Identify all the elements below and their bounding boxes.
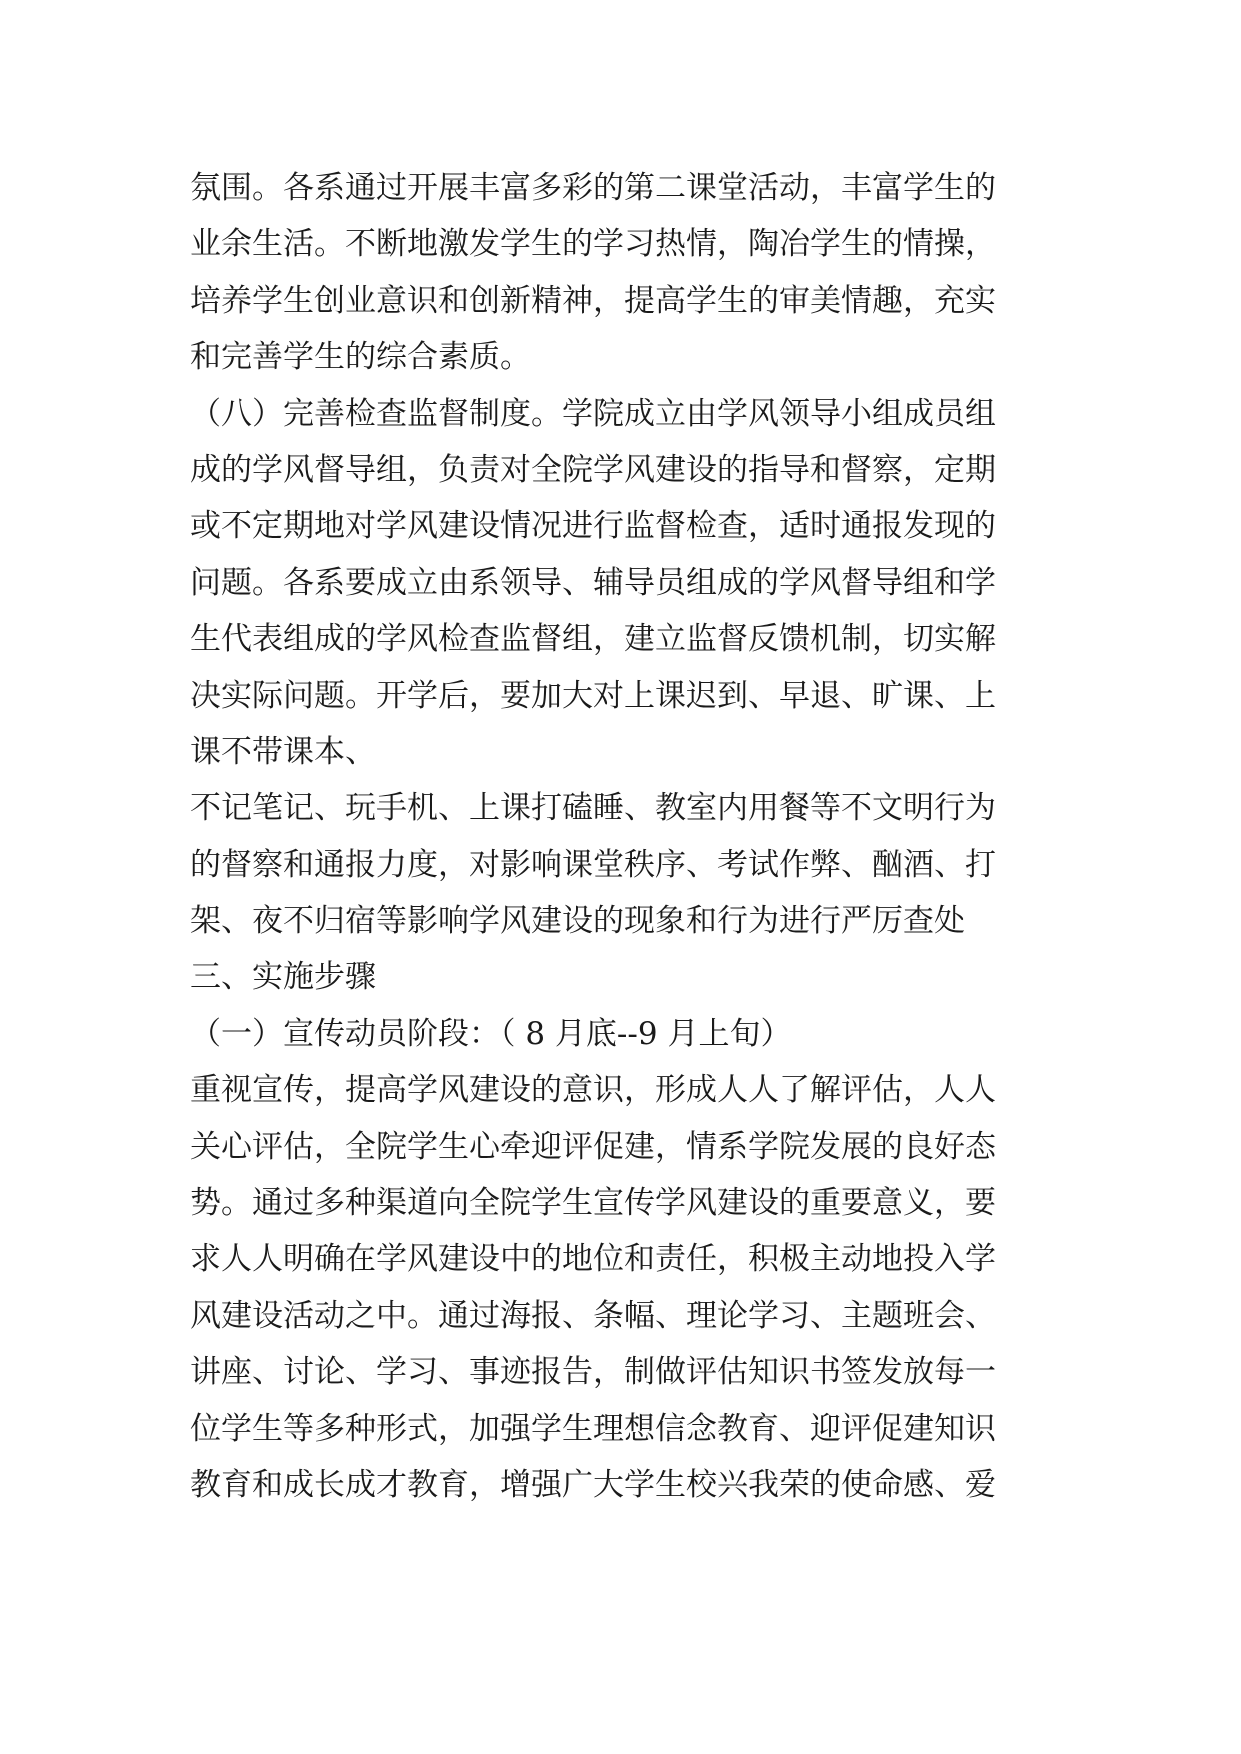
- text-line: 氛围。各系通过开展丰富多彩的第二课堂活动，丰富学生的: [190, 170, 996, 206]
- text-line: 关心评估，全院学生心牵迎评促建，情系学院发展的良好态: [190, 1128, 996, 1165]
- text-line: 业余生活。不断地激发学生的学习热情，陶冶学生的情操，: [190, 226, 996, 263]
- text-line: 架、夜不归宿等影响学风建设的现象和行为进行严厉查处: [190, 903, 965, 940]
- text-line: 成的学风督导组，负责对全院学风建设的指导和督察，定期: [190, 451, 996, 488]
- text-line: 和完善学生的综合素质。: [190, 339, 531, 376]
- text-line: 决实际问题。开学后，要加大对上课迟到、早退、旷课、上: [190, 677, 996, 714]
- text-line: 讲座、讨论、学习、事迹报告，制做评估知识书签发放每一: [190, 1354, 996, 1391]
- text-line: 或不定期地对学风建设情况进行监督检查，适时通报发现的: [190, 508, 996, 545]
- text-line: 重视宣传，提高学风建设的意识，形成人人了解评估，人人: [190, 1072, 996, 1109]
- text-line: 问题。各系要成立由系领导、辅导员组成的学风督导组和学: [190, 564, 996, 601]
- text-line: 风建设活动之中。通过海报、条幅、理论学习、主题班会、: [190, 1297, 996, 1334]
- text-line: 位学生等多种形式，加强学生理想信念教育、迎评促建知识: [190, 1410, 996, 1447]
- text-line: 求人人明确在学风建设中的地位和责任，积极主动地投入学: [190, 1241, 996, 1278]
- subsection-heading-1: （一）宣传动员阶段：（ 8 月底--9 月上旬）: [190, 1015, 792, 1052]
- text-line: 生代表组成的学风检查监督组，建立监督反馈机制，切实解: [190, 621, 996, 658]
- section-heading-8: （八）完善检查监督制度。学院成立由学风领导小组成员组: [190, 395, 996, 432]
- text-line: 课不带课本、: [190, 733, 376, 770]
- document-body: [190, 160, 1070, 1513]
- section-heading-3: 三、实施步骤: [190, 959, 376, 996]
- text-line: 培养学生创业意识和创新精神，提高学生的审美情趣，充实: [190, 282, 996, 319]
- text-line: 的督察和通报力度，对影响课堂秩序、考试作弊、酗酒、打: [190, 846, 996, 883]
- text-line: 不记笔记、玩手机、上课打磕睡、教室内用餐等不文明行为: [190, 790, 996, 827]
- text-line: 教育和成长成才教育，增强广大学生校兴我荣的使命感、爱: [190, 1466, 996, 1503]
- text-line: 势。通过多种渠道向全院学生宣传学风建设的重要意义，要: [190, 1185, 996, 1222]
